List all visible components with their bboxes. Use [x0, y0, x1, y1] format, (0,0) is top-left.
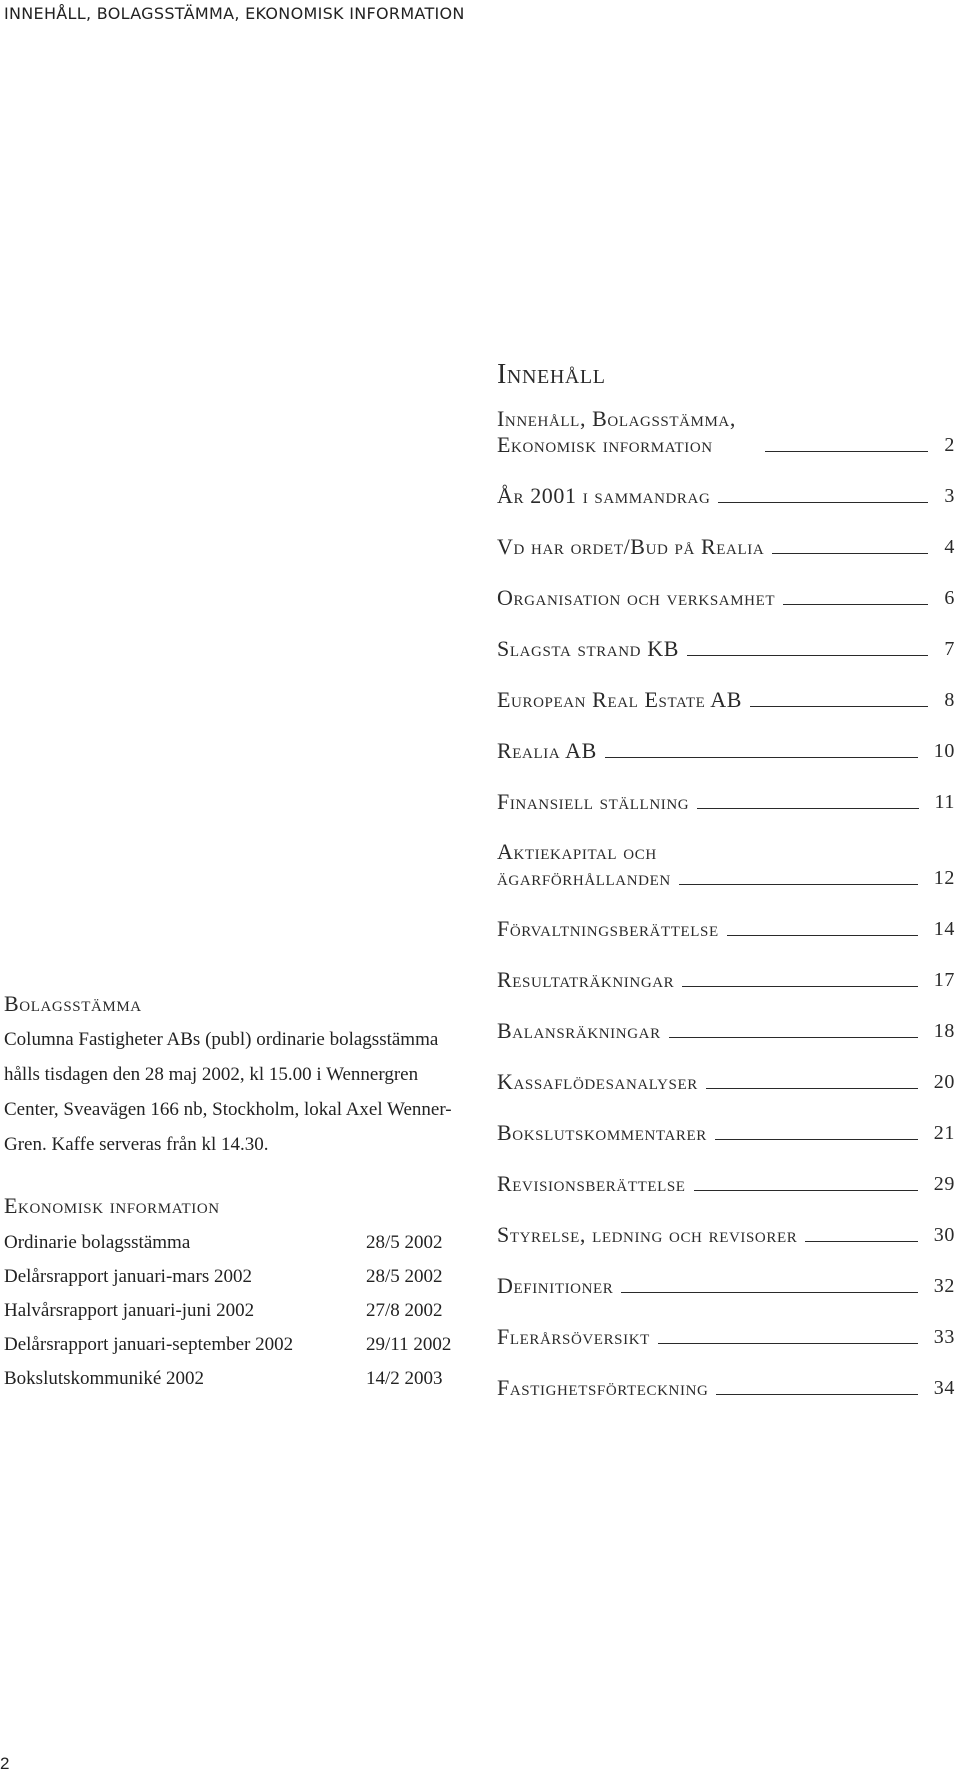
toc-item-title: Innehåll, Bolagsstämma,	[497, 406, 736, 431]
toc-item-title: Kassaflödesanalyser	[497, 1069, 698, 1094]
toc-item[interactable]	[497, 1273, 955, 1299]
calendar-date: 28/5 2002	[366, 1266, 443, 1287]
toc-item-title: European Real Estate AB	[497, 687, 742, 712]
toc-item-page: 17	[933, 969, 955, 991]
toc-leader	[679, 884, 918, 885]
toc-item-title: Resultaträkningar	[497, 967, 675, 992]
toc-leader	[716, 1394, 917, 1395]
calendar-row	[4, 1362, 464, 1396]
toc-leader	[805, 1241, 917, 1242]
toc-leader	[772, 553, 928, 554]
toc-heading: Innehåll	[497, 359, 606, 390]
toc-item-page: 30	[933, 1224, 955, 1246]
calendar-event: Ordinarie bolagsstämma	[4, 1232, 191, 1253]
toc-item[interactable]	[497, 1324, 955, 1350]
calendar-date: 28/5 2002	[366, 1232, 443, 1253]
toc-leader	[694, 1190, 918, 1191]
toc-leader	[750, 706, 928, 707]
toc-item-page: 20	[933, 1071, 955, 1093]
toc-item-page: 21	[933, 1122, 955, 1144]
toc-leader	[718, 502, 928, 503]
toc-item[interactable]	[497, 636, 955, 662]
toc-leader	[706, 1088, 918, 1089]
toc-item[interactable]	[497, 406, 955, 458]
toc-leader	[783, 604, 928, 605]
toc-item[interactable]	[497, 789, 955, 815]
calendar-date: 29/11 2002	[366, 1334, 452, 1355]
toc-item-page: 33	[933, 1326, 955, 1348]
toc-leader	[697, 808, 918, 809]
toc-leader	[687, 655, 928, 656]
calendar-date: 14/2 2003	[366, 1368, 443, 1389]
toc-leader	[682, 986, 918, 987]
financial-calendar	[4, 1226, 464, 1396]
toc-item-page: 8	[944, 689, 955, 711]
toc-item-title: Definitioner	[497, 1273, 614, 1298]
toc-item[interactable]	[497, 1375, 955, 1401]
toc-item-title: ägarförhållanden	[497, 865, 671, 890]
toc-leader	[669, 1037, 918, 1038]
toc-item[interactable]	[497, 585, 955, 611]
toc-item[interactable]	[497, 1120, 955, 1146]
toc-item-page: 18	[933, 1020, 955, 1042]
toc-item-title: Flerårsöversikt	[497, 1324, 650, 1349]
toc-item-page: 3	[944, 485, 955, 507]
toc-leader	[621, 1292, 917, 1293]
toc-item-page: 11	[934, 791, 955, 813]
toc-item-title: Finansiell ställning	[497, 789, 690, 814]
toc-item-title: Förvaltningsberättelse	[497, 916, 719, 941]
calendar-row	[4, 1226, 464, 1260]
agm-section	[4, 988, 464, 1162]
running-head: INNEHÅLL, BOLAGSSTÄMMA, EKONOMISK INFORMATION	[4, 4, 465, 23]
toc-item[interactable]	[497, 839, 955, 891]
toc-item[interactable]	[497, 534, 955, 560]
toc-leader	[727, 935, 918, 936]
toc-item-title: Fastighetsförteckning	[497, 1375, 709, 1400]
toc-item-page: 12	[933, 867, 955, 889]
toc-item-title: Revisionsberättelse	[497, 1171, 686, 1196]
toc-item-page: 10	[933, 740, 955, 762]
toc-item-title: Vd har ordet/Bud på Realia	[497, 534, 765, 559]
toc-item-title: Ekonomisk information	[497, 432, 713, 457]
toc-item-page: 14	[933, 918, 955, 940]
financial-info-section	[4, 1190, 464, 1396]
calendar-row	[4, 1260, 464, 1294]
agm-heading: Bolagsstämma	[4, 991, 142, 1016]
calendar-event: Delårsrapport januari-september 2002	[4, 1334, 294, 1355]
toc-leader	[658, 1343, 918, 1344]
calendar-event: Delårsrapport januari-mars 2002	[4, 1266, 252, 1287]
calendar-event: Halvårsrapport januari-juni 2002	[4, 1300, 255, 1321]
toc-item-title: År 2001 i sammandrag	[497, 483, 711, 508]
toc-item[interactable]	[497, 483, 955, 509]
calendar-date: 27/8 2002	[366, 1300, 443, 1321]
toc-item-page: 34	[933, 1377, 955, 1399]
financial-info-heading: Ekonomisk information	[4, 1193, 220, 1218]
toc-leader	[605, 757, 918, 758]
toc-item-page: 2	[944, 434, 955, 456]
toc-item-page: 7	[944, 638, 955, 660]
toc-item-title: Bokslutskommentarer	[497, 1120, 707, 1145]
toc-item[interactable]	[497, 1222, 955, 1248]
toc-leader	[715, 1139, 918, 1140]
calendar-event: Bokslutskommuniké 2002	[4, 1368, 205, 1389]
toc-item[interactable]	[497, 967, 955, 993]
toc-item-page: 29	[933, 1173, 955, 1195]
toc-item-title: Aktiekapital och	[497, 839, 657, 864]
toc-leader	[765, 451, 928, 452]
toc-item-page: 32	[933, 1275, 955, 1297]
toc-item-title: Styrelse, ledning och revisorer	[497, 1222, 798, 1247]
toc-item[interactable]	[497, 687, 955, 713]
toc-item-title: Organisation och verksamhet	[497, 585, 776, 610]
toc-item[interactable]	[497, 1069, 955, 1095]
toc-item-page: 6	[944, 587, 955, 609]
toc-item[interactable]	[497, 1171, 955, 1197]
toc-item[interactable]	[497, 916, 955, 942]
agm-text: Columna Fastigheter ABs (publ) ordinarie bolagsstämma hålls tisdagen den 28 maj 2002, kl 15.00 i Wennergren Center, Sveavägen 166 nb, Stockholm, lokal Axel Wenner-Gren. Kaffe serveras från kl 14.30.	[4, 1029, 452, 1155]
toc-item[interactable]	[497, 1018, 955, 1044]
toc-item-title: Slagsta strand KB	[497, 636, 679, 661]
calendar-row	[4, 1294, 464, 1328]
toc-item-title: Realia AB	[497, 738, 597, 763]
calendar-row	[4, 1328, 464, 1362]
toc-item-page: 4	[944, 536, 955, 558]
page-number: 2	[0, 1754, 10, 1773]
toc-item[interactable]	[497, 738, 955, 764]
table-of-contents	[497, 355, 957, 1400]
toc-item-title: Balansräkningar	[497, 1018, 661, 1043]
